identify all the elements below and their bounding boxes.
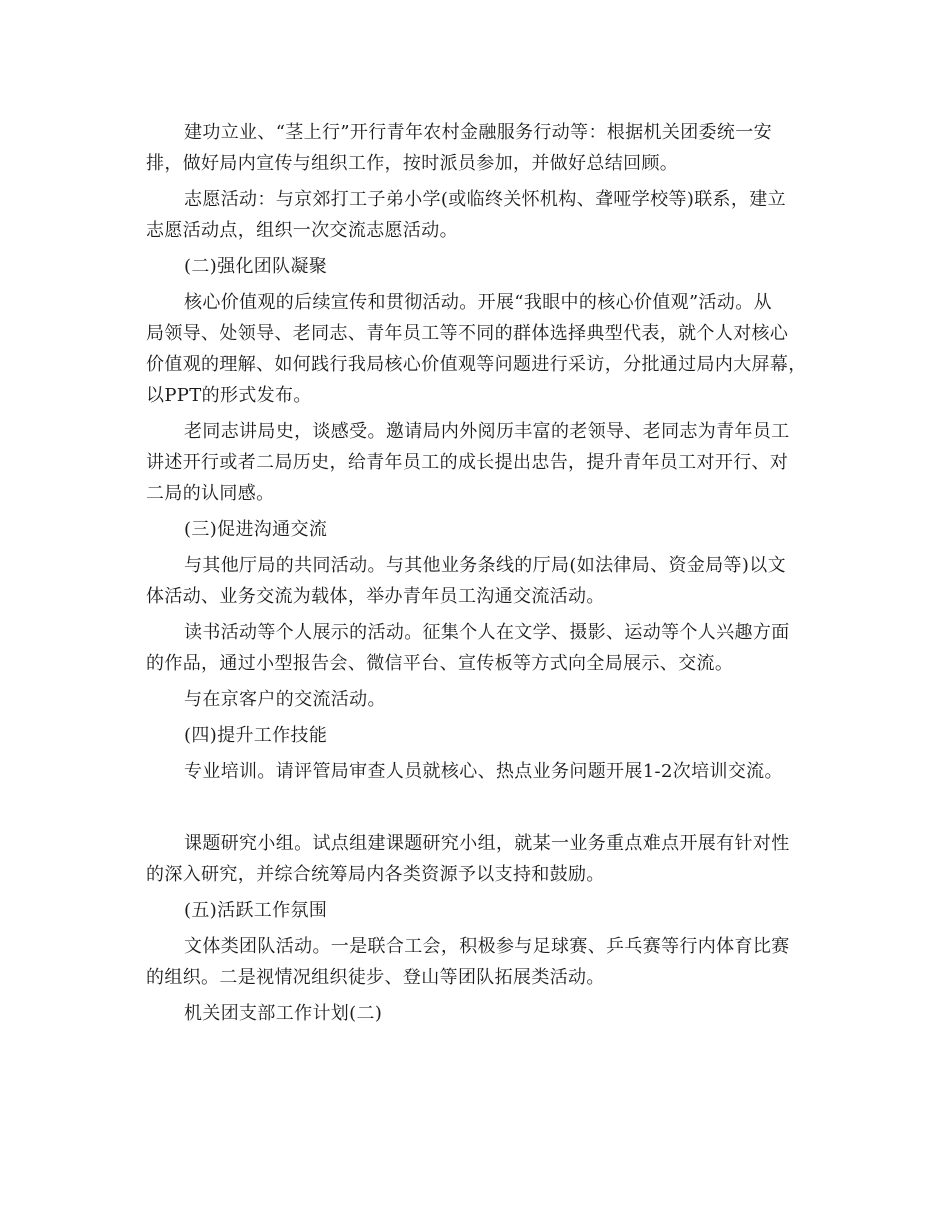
section-heading	[146, 251, 810, 282]
text-line: 课题研究小组。试点组建课题研究小组，就某一业务重点难点开展有针对性	[184, 833, 790, 854]
text-line: 志愿活动点，组织一次交流志愿活动。	[146, 220, 458, 241]
text-line: 文体类团队活动。一是联合工会，积极参与足球赛、乒乓赛等行内体育比赛	[184, 936, 790, 957]
text-line: 的组织。二是视情况组织徒步、登山等团队拓展类活动。	[146, 967, 605, 988]
text-line: 局领导、处领导、老同志、青年员工等不同的群体选择典型代表，就个人对核心	[146, 323, 789, 344]
text-line: 的作品，通过小型报告会、微信平台、宣传板等方式向全局展示、交流。	[146, 653, 734, 674]
text-line: 建功立业、“茎上行”开行青年农村金融服务行动等：根据机关团委统一安	[184, 122, 772, 143]
document-body	[146, 117, 810, 1029]
text-line: 与在京客户的交流活动。	[184, 689, 386, 710]
text-line: 老同志讲局史，谈感受。邀请局内外阅历丰富的老领导、老同志为青年员工	[184, 421, 790, 442]
text-line: 价值观的理解、如何践行我局核心价值观等问题进行采访，分批通过局内大屏幕，	[146, 354, 807, 375]
paragraph	[146, 416, 810, 509]
text-line: 核心价值观的后续宣传和贯彻活动。开展“我眼中的核心价值观”活动。从	[184, 292, 772, 313]
text-line: 与其他厅局的共同活动。与其他业务条线的厅局(如法律局、资金局等)以文	[184, 555, 786, 576]
text-line: (四)提升工作技能	[184, 725, 328, 746]
section-heading	[146, 514, 810, 545]
paragraph	[146, 828, 810, 890]
text-line: 读书活动等个人展示的活动。征集个人在文学、摄影、运动等个人兴趣方面	[184, 622, 790, 643]
text-line: 二局的认同感。	[146, 483, 275, 504]
paragraph	[146, 931, 810, 993]
paragraph	[146, 756, 810, 787]
paragraph	[146, 684, 810, 715]
document-subtitle	[146, 998, 810, 1029]
text-line: 体活动、业务交流为载体，举办青年员工沟通交流活动。	[146, 586, 605, 607]
paragraph	[146, 184, 810, 246]
paragraph	[146, 617, 810, 679]
section-heading	[146, 720, 810, 751]
text-line: 专业培训。请评管局审查人员就核心、热点业务问题开展1-2次培训交流。	[184, 761, 783, 782]
text-line: 排，做好局内宣传与组织工作，按时派员参加，并做好总结回顾。	[146, 153, 679, 174]
text-line: 以PPT的形式发布。	[146, 385, 312, 406]
text-line: (三)促进沟通交流	[184, 519, 328, 540]
section-heading	[146, 895, 810, 926]
text-line: (五)活跃工作氛围	[184, 900, 328, 921]
text-line: 的深入研究，并综合统筹局内各类资源予以支持和鼓励。	[146, 864, 605, 885]
paragraph	[146, 287, 810, 411]
paragraph	[146, 550, 810, 612]
paragraph	[146, 117, 810, 179]
text-line: 志愿活动：与京郊打工子弟小学(或临终关怀机构、聋哑学校等)联系，建立	[184, 189, 786, 210]
text-line: (二)强化团队凝聚	[184, 256, 328, 277]
text-line: 机关团支部工作计划(二)	[184, 1003, 383, 1024]
text-line: 讲述开行或者二局历史，给青年员工的成长提出忠告，提升青年员工对开行、对	[146, 452, 789, 473]
